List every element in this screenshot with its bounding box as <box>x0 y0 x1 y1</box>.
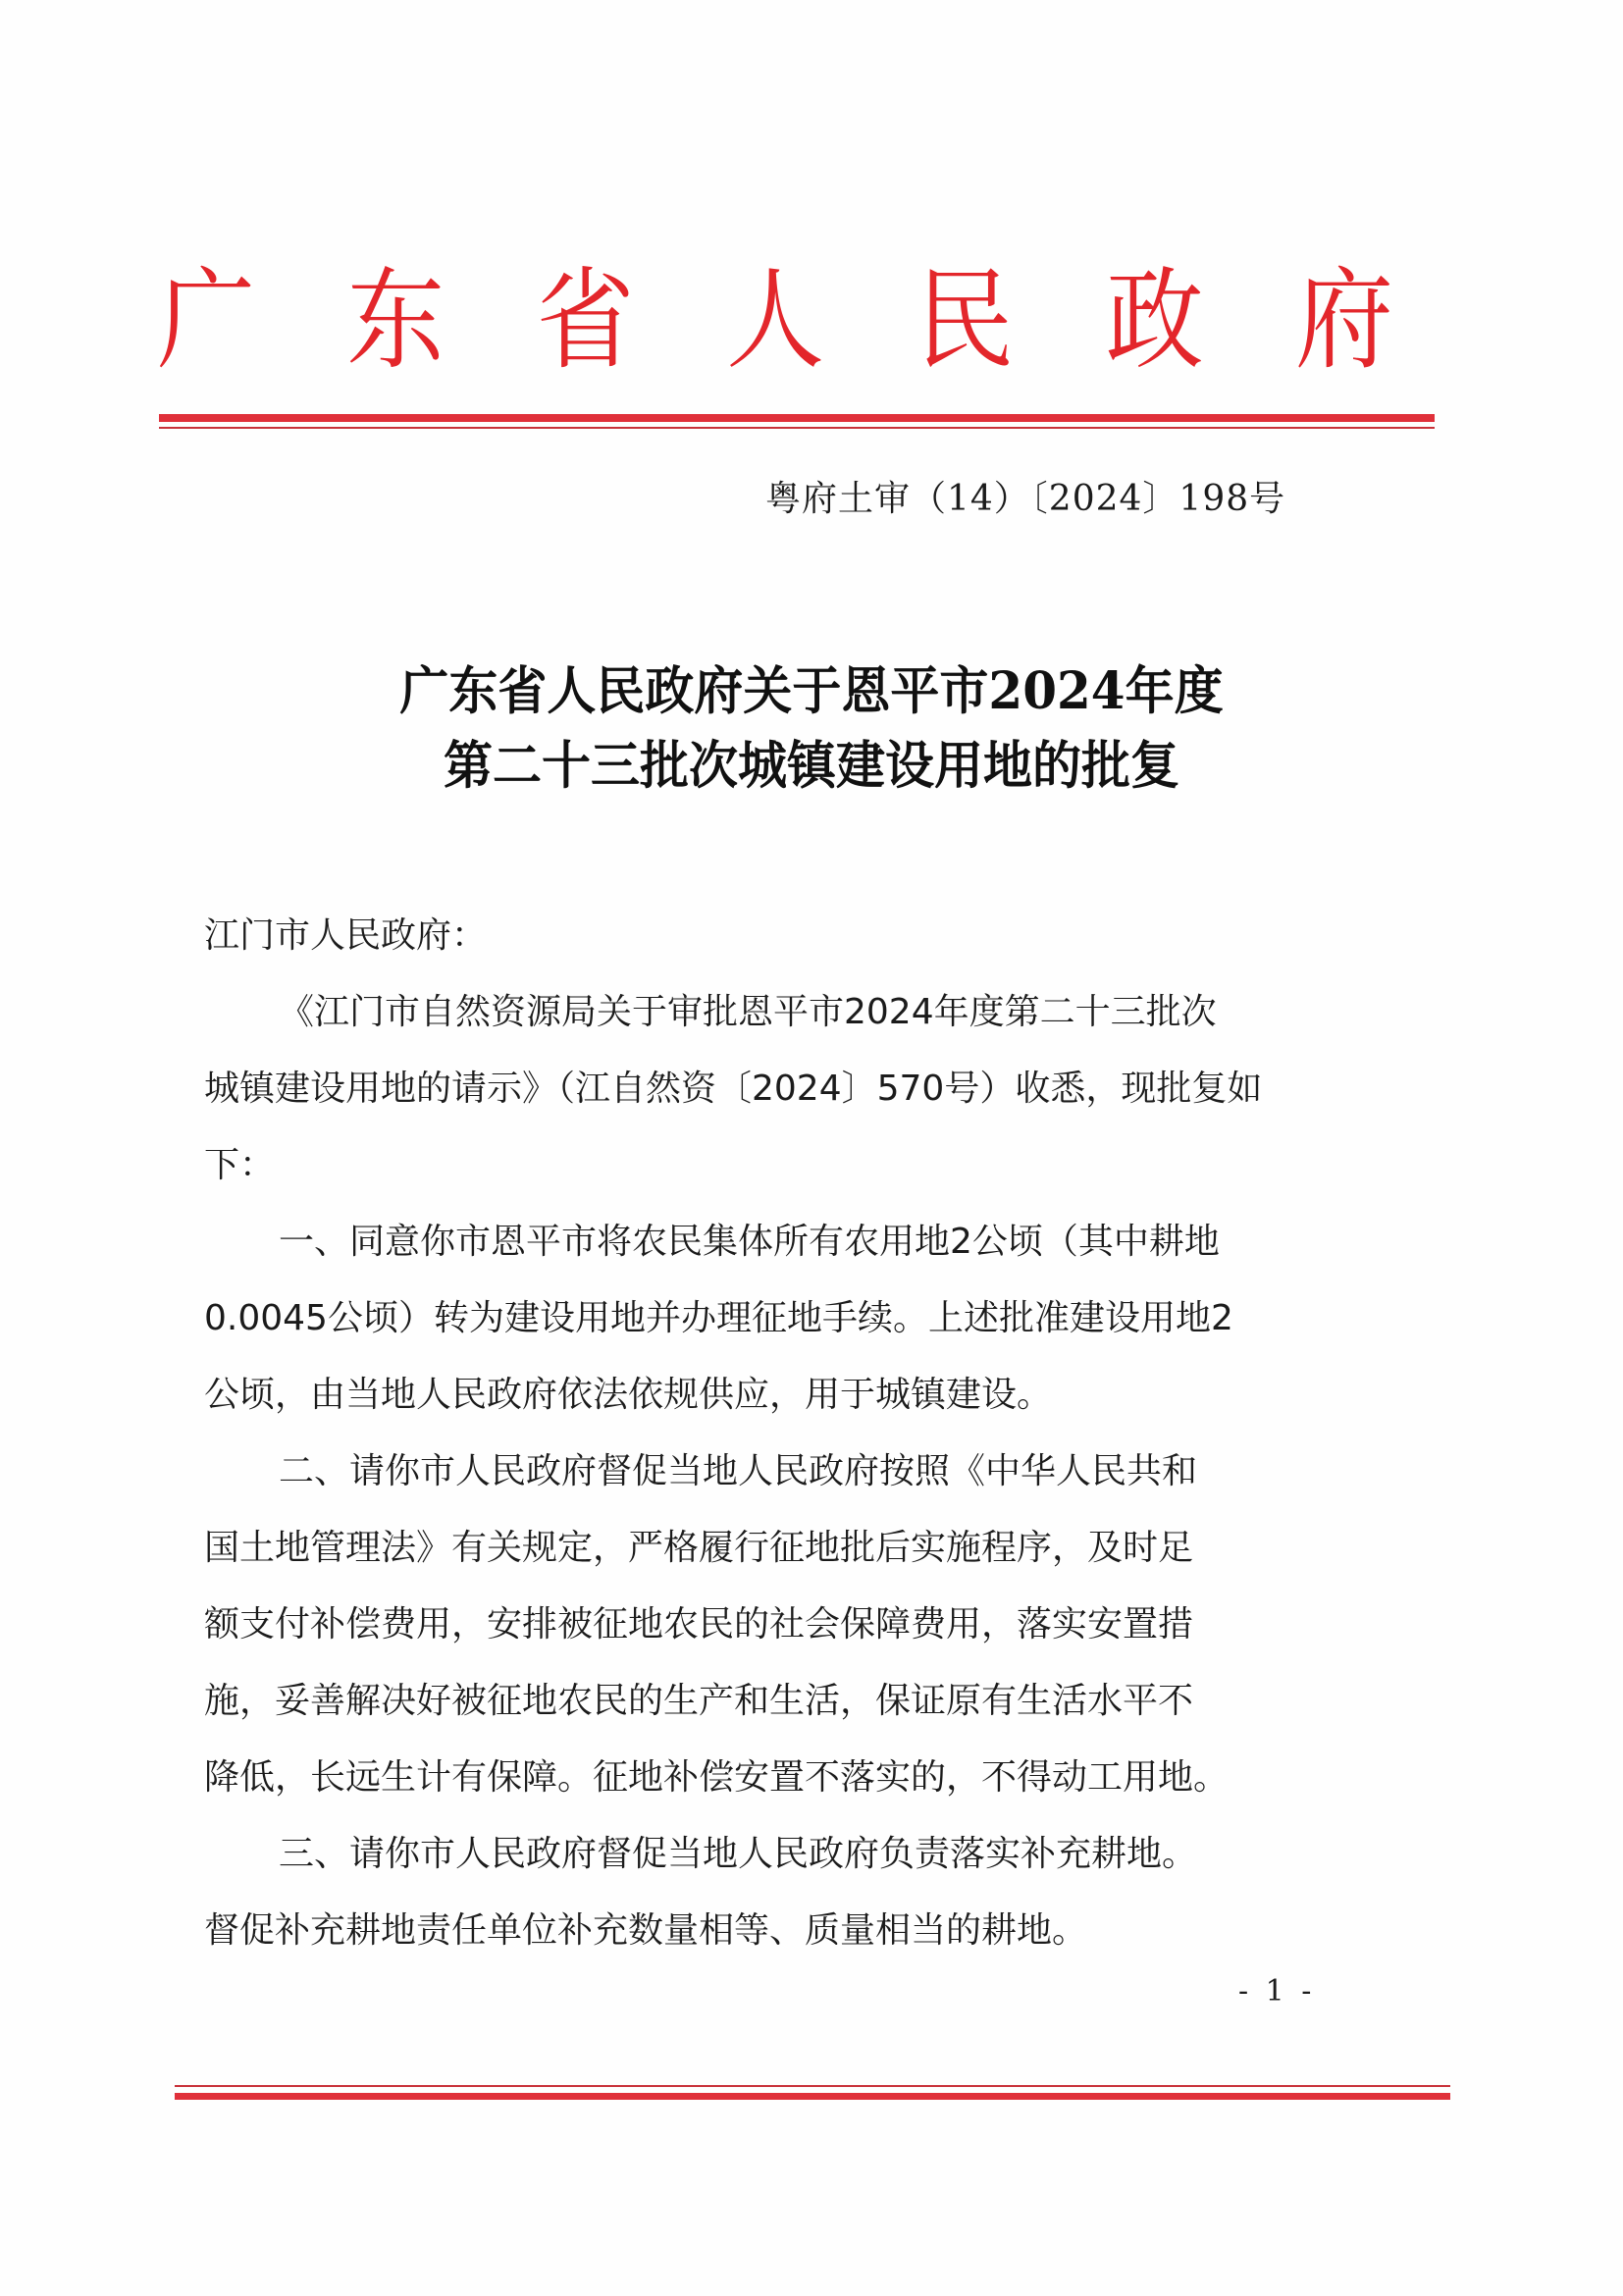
header-rule-thick <box>159 414 1435 422</box>
paragraph-line: 《江门市自然资源局关于审批恩平市2024年度第二十三批次 <box>279 992 1217 1032</box>
footer-rule-thin <box>175 2085 1450 2087</box>
masthead <box>157 257 1393 385</box>
paragraph-line: 一、同意你市恩平市将农民集体所有农用地2公顷（其中耕地 <box>279 1222 1220 1262</box>
paragraph-line: 下： <box>204 1145 276 1185</box>
paragraph-line: 施，妥善解决好被征地农民的生产和生活，保证原有生活水平不 <box>204 1681 1194 1721</box>
paragraph-line: 二、请你市人民政府督促当地人民政府按照《中华人民共和 <box>279 1451 1198 1491</box>
paragraph-item-3 <box>204 1816 1313 1969</box>
paragraph-line: 督促补充耕地责任单位补充数量相等、质量相当的耕地。 <box>204 1910 1088 1951</box>
document-body <box>204 898 1313 1969</box>
title-line: 广东省人民政府关于恩平市2024年度 <box>399 659 1224 721</box>
masthead-char: 府 <box>1294 255 1393 385</box>
addressee: 江门市人民政府： <box>204 915 488 956</box>
paragraph-line: 额支付补偿费用，安排被征地农民的社会保障费用，落实安置措 <box>204 1604 1194 1644</box>
document-number: 粤府土审（14）〔2024〕198号 <box>765 479 1286 519</box>
paragraph-item-1 <box>204 1204 1313 1434</box>
masthead-char: 东 <box>346 255 445 385</box>
masthead-char: 省 <box>536 255 635 385</box>
masthead-char: 民 <box>916 255 1015 385</box>
masthead-char: 广 <box>157 255 255 385</box>
paragraph-item-2 <box>204 1434 1313 1816</box>
masthead-char: 人 <box>725 255 824 385</box>
page-number: - 1 - <box>1238 1974 1316 2009</box>
masthead-char: 政 <box>1105 255 1204 385</box>
paragraph-reference <box>204 974 1313 1204</box>
paragraph-line: 城镇建设用地的请示》（江自然资〔2024〕570号）收悉，现批复如 <box>204 1069 1263 1109</box>
document-title <box>0 653 1623 803</box>
footer-rule-thick <box>175 2093 1450 2100</box>
paragraph-line: 降低，长远生计有保障。征地补偿安置不落实的，不得动工用地。 <box>204 1757 1230 1798</box>
paragraph-line: 三、请你市人民政府督促当地人民政府负责落实补充耕地。 <box>279 1834 1198 1874</box>
paragraph-line: 0.0045公顷）转为建设用地并办理征地手续。上述批准建设用地2 <box>204 1298 1233 1338</box>
paragraph-line: 公顷，由当地人民政府依法依规供应，用于城镇建设。 <box>204 1375 1053 1415</box>
title-line: 第二十三批次城镇建设用地的批复 <box>444 734 1179 796</box>
header-rule-thin <box>159 427 1435 429</box>
paragraph-line: 国土地管理法》有关规定，严格履行征地批后实施程序，及时足 <box>204 1528 1194 1568</box>
